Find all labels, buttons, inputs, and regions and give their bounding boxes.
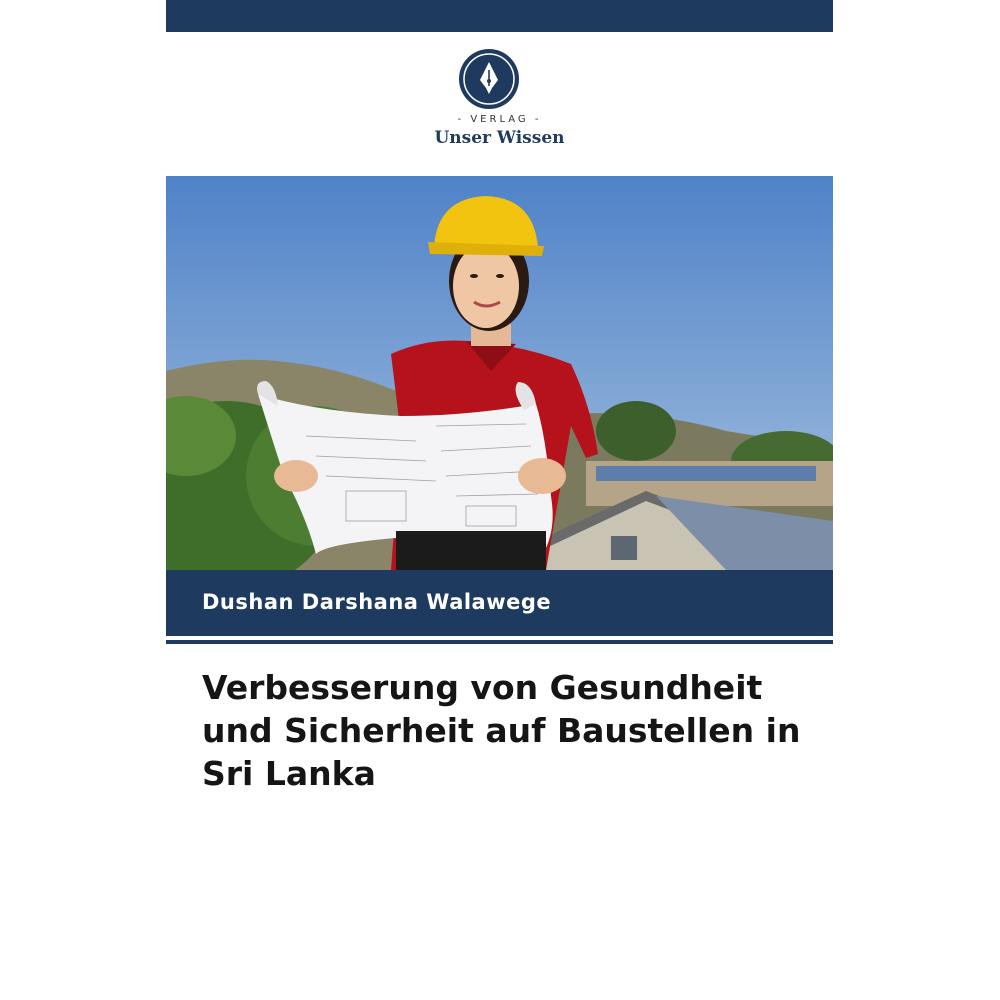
publisher-tagline: - VERLAG - bbox=[457, 114, 542, 125]
book-cover bbox=[166, 0, 833, 1000]
publisher-name: Unser Wissen bbox=[434, 128, 565, 148]
construction-worker-photo bbox=[166, 176, 833, 570]
divider-rule bbox=[166, 640, 833, 644]
author-name: Dushan Darshana Walawege bbox=[202, 590, 552, 614]
cover-photo bbox=[166, 176, 833, 570]
author-band bbox=[166, 570, 833, 636]
publisher-logo bbox=[166, 48, 833, 158]
fountain-pen-nib-icon bbox=[458, 48, 520, 110]
book-title: Verbesserung von Gesundheit und Sicherheit auf Baustellen in Sri Lanka bbox=[202, 668, 801, 793]
top-color-bar bbox=[166, 0, 833, 32]
